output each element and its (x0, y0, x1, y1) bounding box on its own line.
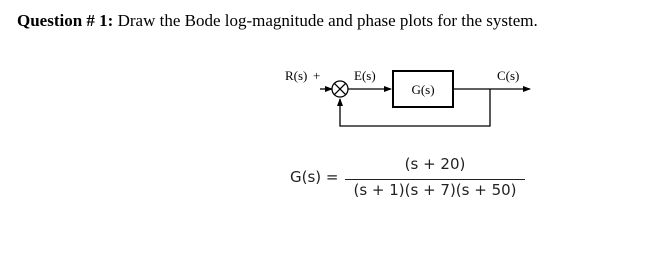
equation-denominator: (s + 1)(s + 7)(s + 50) (353, 181, 517, 199)
error-label: E(s) (354, 68, 376, 83)
block-label: G(s) (411, 82, 435, 97)
equation-lhs: G(s) = (290, 168, 339, 186)
plus-sign: + (313, 68, 321, 83)
summing-junction (332, 81, 348, 97)
input-label: R(s) (285, 68, 308, 83)
question-label: Question # 1: (17, 11, 114, 30)
equation-numerator: (s + 20) (404, 155, 466, 173)
output-label: C(s) (497, 68, 520, 83)
question-body: Draw the Bode log-magnitude and phase plots for the system. (113, 11, 538, 30)
fraction-bar (345, 179, 525, 180)
